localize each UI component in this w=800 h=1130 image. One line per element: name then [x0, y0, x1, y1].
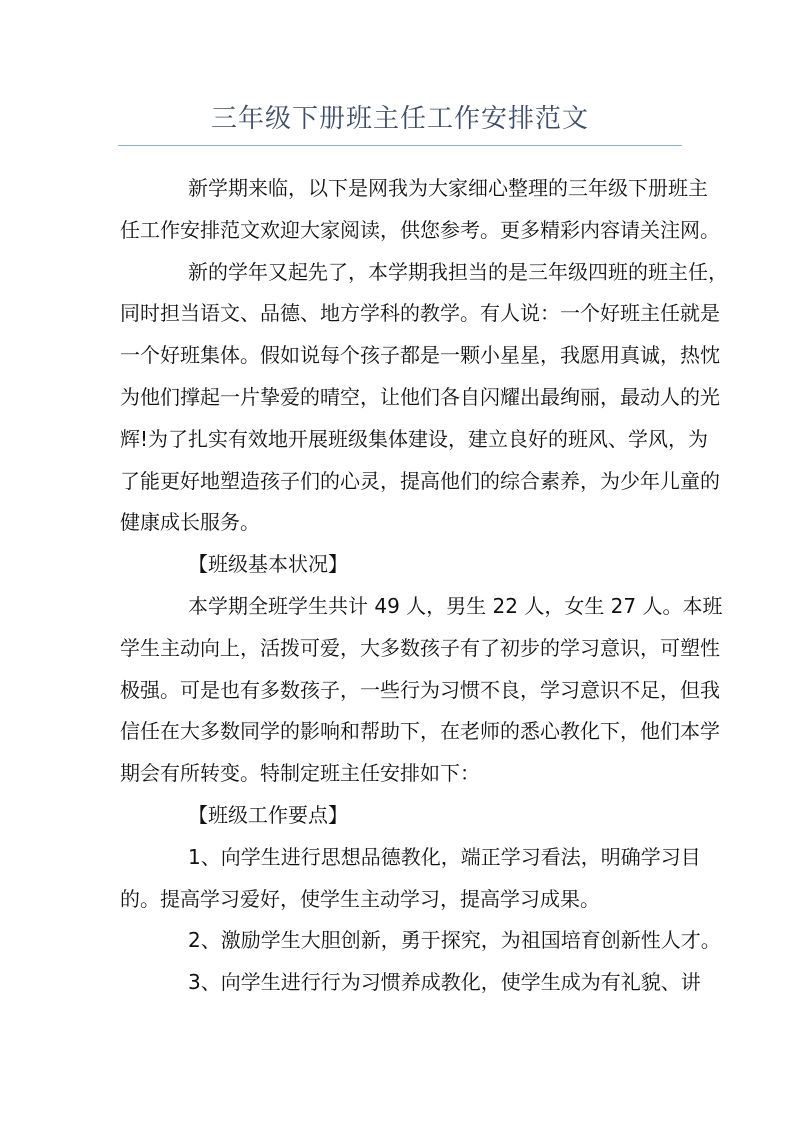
- paragraph-line: 了能更好地塑造孩子们的心灵，提高他们的综合素养，为少年儿童的: [120, 468, 720, 493]
- paragraph-line: 学生主动向上，活拨可爱，大多数孩子有了初步的学习意识，可塑性: [120, 635, 720, 660]
- paragraph: [120, 544, 690, 586]
- paragraph-line: 辉!为了扎实有效地开展班级集体建设，建立良好的班风、学风，为: [120, 426, 709, 451]
- paragraph-line: 健康成长服务。: [120, 510, 260, 535]
- paragraph-line: 3、向学生进行行为习惯养成教化，使学生成为有礼貌、讲: [188, 970, 701, 995]
- paragraph-line: 的。提高学习爱好，使学生主动学习，提高学习成果。: [120, 886, 600, 911]
- paragraph-line: 新学期来临，以下是网我为大家细心整理的三年级下册班主: [188, 176, 708, 200]
- paragraph: [120, 962, 701, 1004]
- paragraph-line: 为他们撑起一片挚爱的晴空，让他们各自闪耀出最绚丽，最动人的光: [120, 384, 720, 409]
- paragraph: [120, 252, 728, 545]
- paragraph-line: 任工作安排范文欢迎大家阅读，供您参考。更多精彩内容请关注网。: [120, 217, 720, 242]
- paragraph-line: 【班级基本状况】: [188, 552, 348, 577]
- paragraph-line: 【班级工作要点】: [188, 802, 348, 827]
- paragraph: [120, 586, 723, 795]
- paragraph-line: 2、激励学生大胆创新，勇于探究，为祖国培育创新性人才。: [188, 928, 721, 953]
- paragraph-line: 1、向学生进行思想品德教化，端正学习看法，明确学习目: [188, 844, 701, 869]
- document-title: 三年级下册班主任工作安排范文: [210, 104, 589, 134]
- title-divider: [118, 145, 682, 146]
- paragraph-line: 同时担当语文、品德、地方学科的教学。有人说：一个好班主任就是: [120, 301, 720, 326]
- paragraph: [120, 837, 701, 921]
- paragraph: [120, 920, 721, 962]
- paragraph-line: 极强。可是也有多数孩子，一些行为习惯不良，学习意识不足，但我: [120, 677, 720, 702]
- paragraph-line: 本学期全班学生共计 49 人，男生 22 人，女生 27 人。本班: [188, 593, 723, 618]
- paragraph: [120, 168, 720, 252]
- document-body: [120, 168, 728, 1004]
- paragraph-line: 期会有所转变。特制定班主任安排如下：: [120, 761, 480, 786]
- paragraph-line: 新的学年又起先了，本学期我担当的是三年级四班的班主任，: [188, 259, 728, 284]
- paragraph: [120, 795, 690, 837]
- paragraph-line: 信任在大多数同学的影响和帮助下，在老师的悉心教化下，他们本学: [120, 719, 720, 744]
- paragraph-line: 一个好班集体。假如说每个孩子都是一颗小星星，我愿用真诚，热忱: [120, 343, 720, 368]
